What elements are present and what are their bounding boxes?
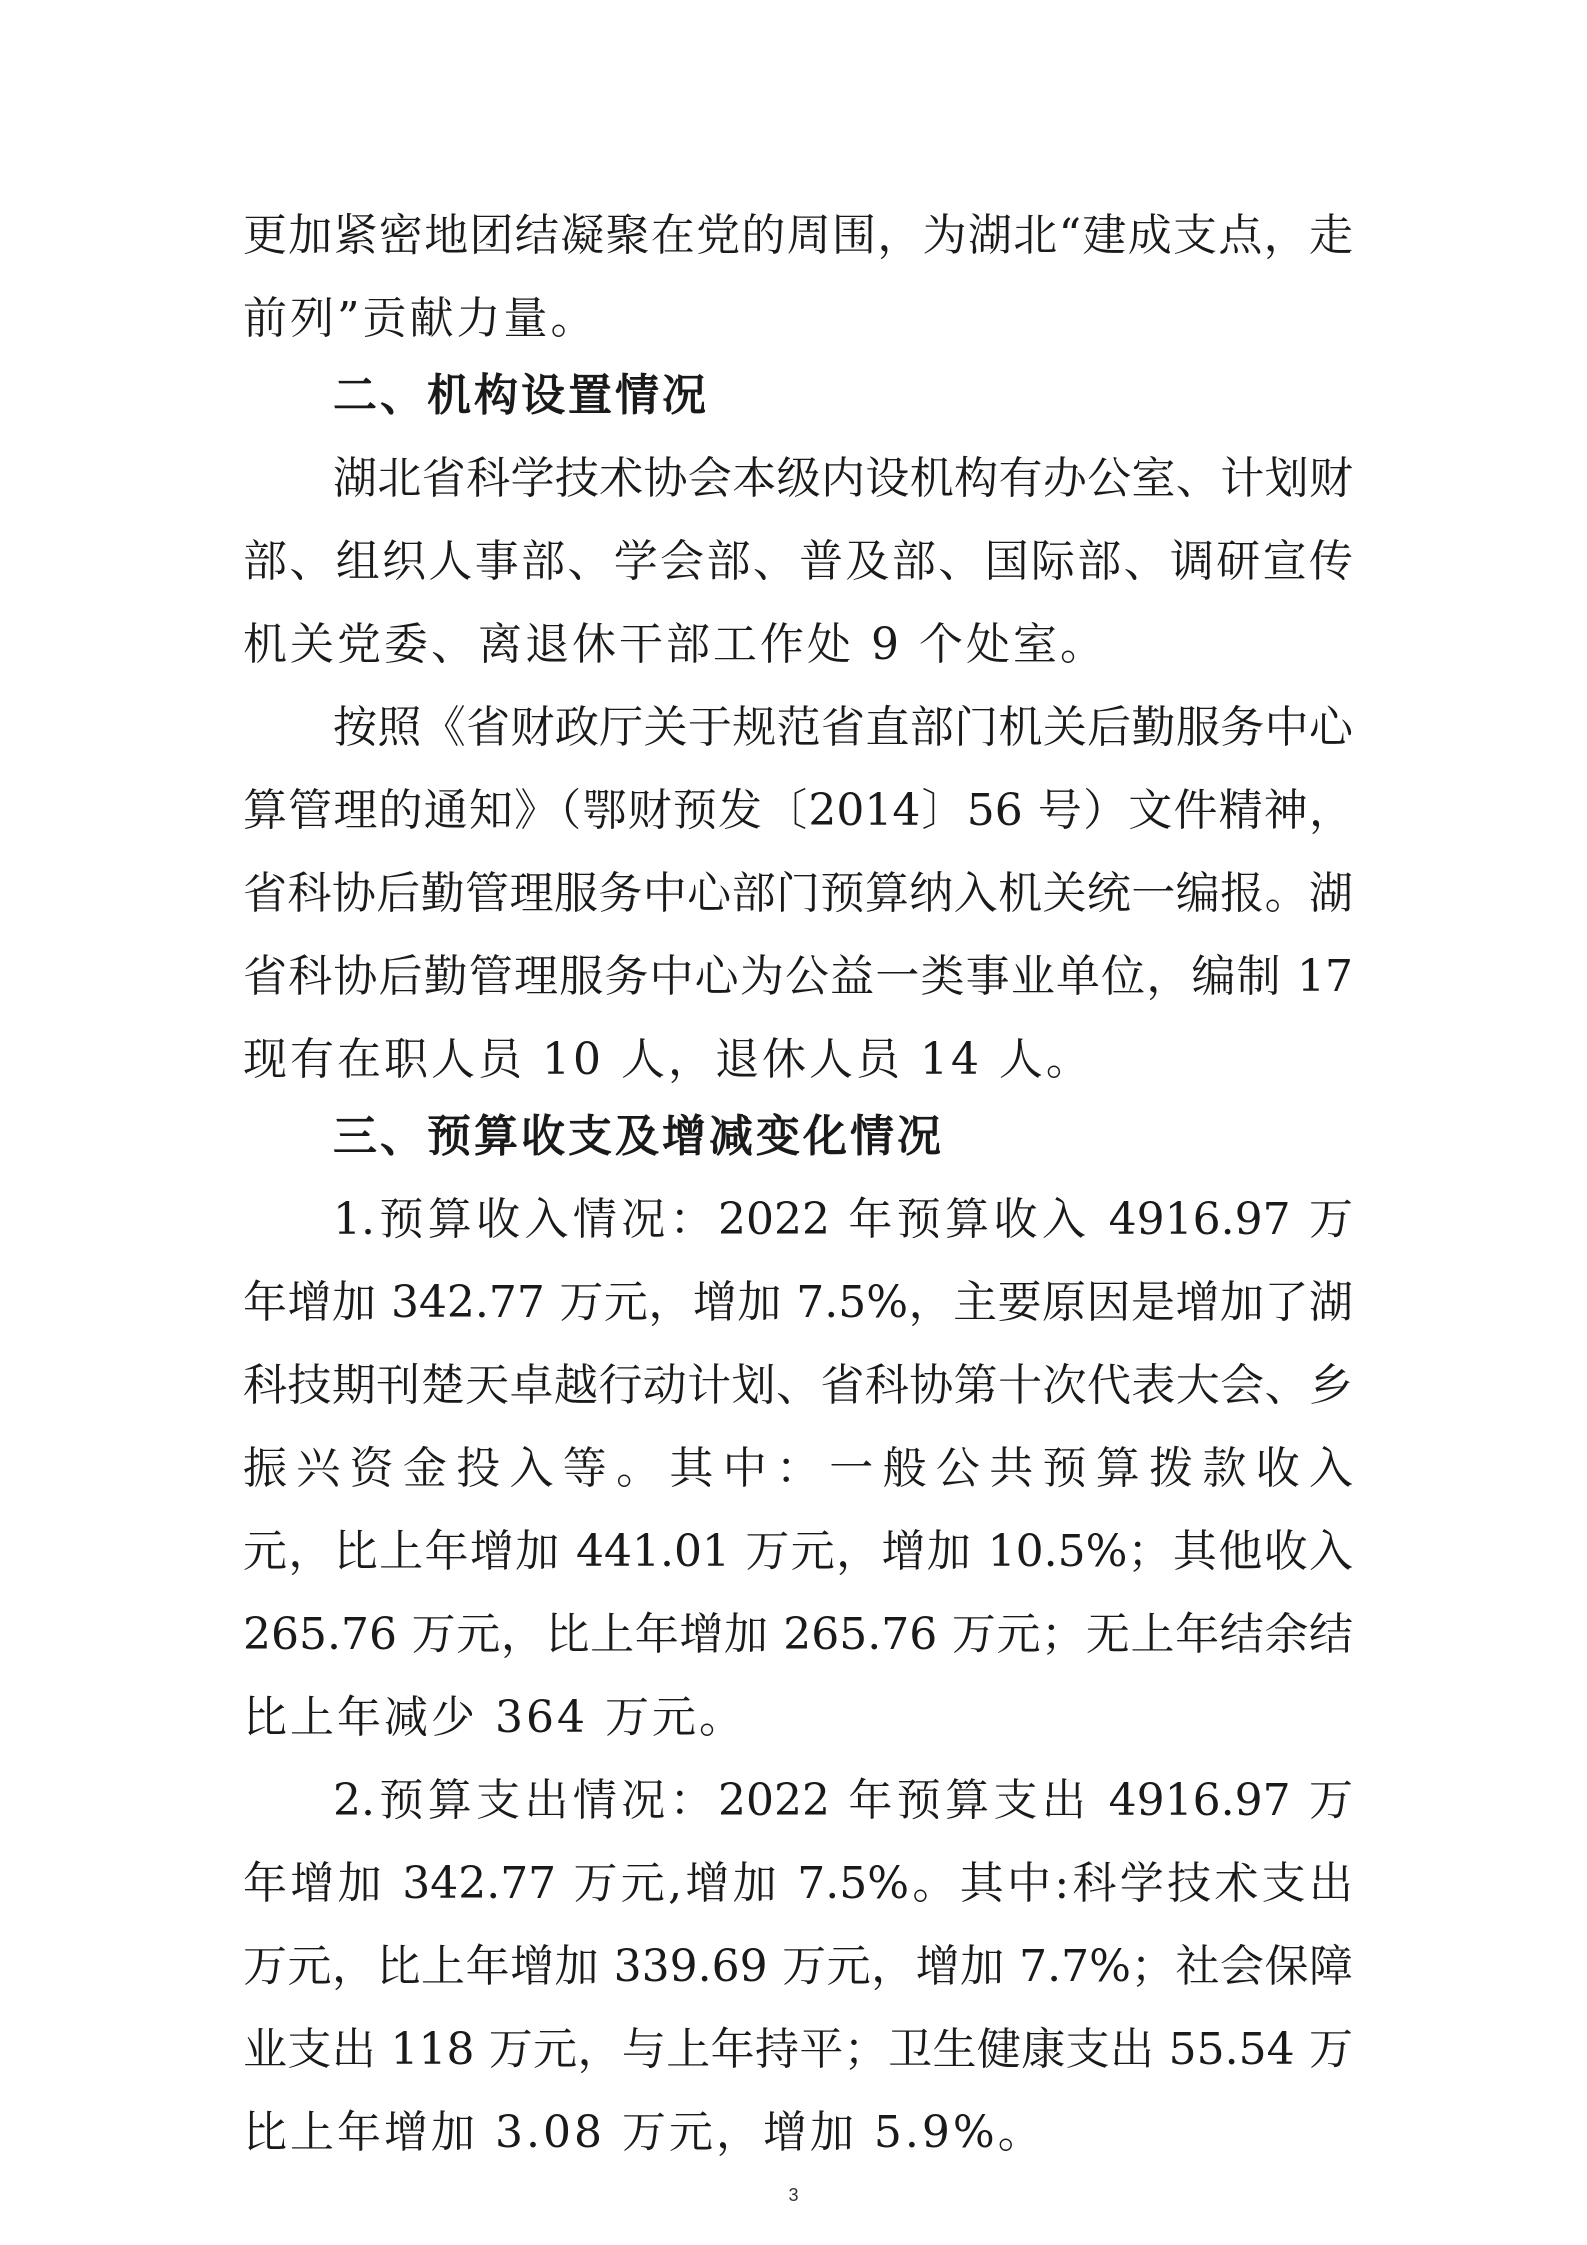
- paragraph-line: 比上年减少 364 万元。: [243, 1692, 746, 1743]
- paragraph-line: 2.预算支出情况：2022 年预算支出 4916.97 万: [333, 1775, 1353, 1826]
- paragraph-line: 科技期刊楚天卓越行动计划、省科协第十次代表大会、乡: [243, 1360, 1353, 1411]
- paragraph-line: 振兴资金投入等。其中：一般公共预算拨款收入: [243, 1443, 1353, 1494]
- paragraph-line: 万元，比上年增加 339.69 万元，增加 7.7%；社会保障: [243, 1941, 1353, 1992]
- section-heading: 二、机构设置情况: [333, 370, 709, 421]
- paragraph-line: 年增加 342.77 万元，增加 7.5%，主要原因是增加了湖: [243, 1277, 1353, 1328]
- paragraph-line: 算管理的通知》（鄂财预发〔2014〕56 号）文件精神，: [243, 785, 1353, 836]
- paragraph-line: 省科协后勤管理服务中心为公益一类事业单位，编制 17: [243, 951, 1353, 1002]
- paragraph-line: 比上年增加 3.08 万元，增加 5.9%。: [243, 2107, 1045, 2158]
- paragraph-line: 部、组织人事部、学会部、普及部、国际部、调研宣传: [243, 536, 1353, 587]
- paragraph-line: 元，比上年增加 441.01 万元，增加 10.5%；其他收入: [243, 1526, 1353, 1577]
- paragraph-line: 按照《省财政厅关于规范省直部门机关后勤服务中心: [333, 702, 1353, 753]
- paragraph-line: 业支出 118 万元，与上年持平；卫生健康支出 55.54 万: [243, 2024, 1353, 2075]
- paragraph-line: 年增加 342.77 万元,增加 7.5%。其中:科学技术支出: [243, 1858, 1353, 1909]
- paragraph-line: 机关党委、离退休干部工作处 9 个处室。: [243, 619, 1107, 670]
- paragraph-line: 265.76 万元，比上年增加 265.76 万元；无上年结余结: [243, 1609, 1353, 1660]
- paragraph-line: 湖北省科学技术协会本级内设机构有办公室、计划财: [333, 453, 1353, 504]
- paragraph-line: 前列”贡献力量。: [243, 293, 598, 344]
- paragraph-line: 1.预算收入情况：2022 年预算收入 4916.97 万: [333, 1194, 1353, 1245]
- paragraph-line: 现有在职人员 10 人，退休人员 14 人。: [243, 1034, 1093, 1085]
- page-number: 3: [788, 2185, 799, 2205]
- paragraph-line: 省科协后勤管理服务中心部门预算纳入机关统一编报。湖: [243, 868, 1353, 919]
- section-heading: 三、预算收支及增减变化情况: [333, 1111, 944, 1162]
- paragraph-line: 更加紧密地团结凝聚在党的周围，为湖北“建成支点，走: [243, 210, 1353, 261]
